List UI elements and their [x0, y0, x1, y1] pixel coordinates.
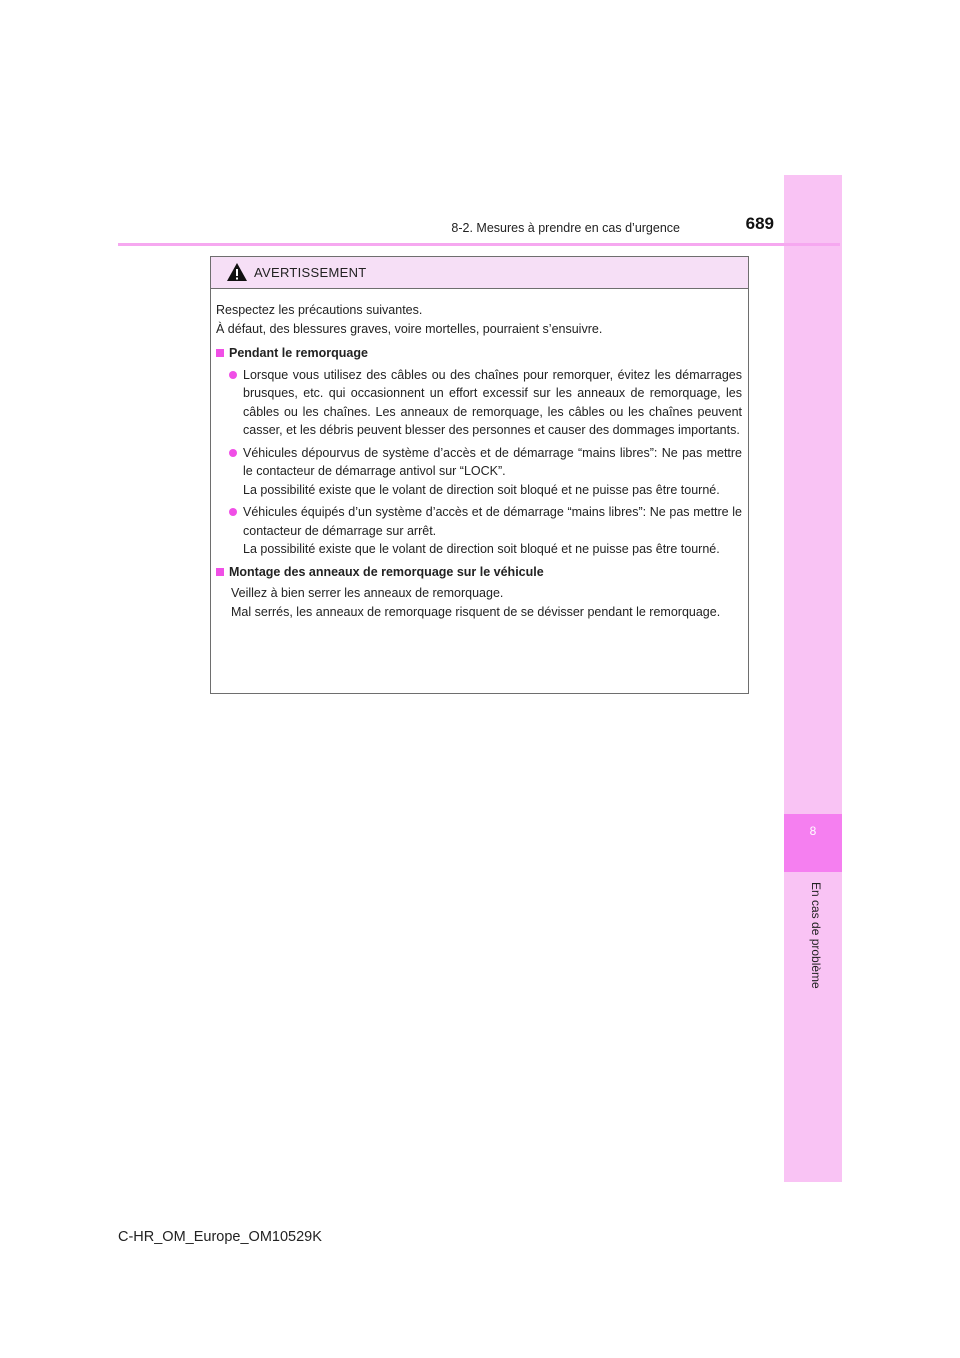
bullet-text: Véhicules dépourvus de système d’accès et de démarrage “mains libres”: Ne pas mettre le contacteur de démarrage antivol sur “LOCK”. — [243, 445, 742, 478]
section-title: 8-2. Mesures à prendre en cas d’urgence — [451, 221, 680, 235]
bullet-text: Véhicules équipés d’un système d’accès et de démarrage “mains libres”: Ne pas mettre le contacteur de démarrage sur arrêt. — [243, 505, 742, 538]
bullet-item — [216, 444, 742, 500]
intro-line-1: Respectez les précautions suivantes. — [216, 303, 423, 317]
section-heading-text: Montage des anneaux de remorquage sur le véhicule — [229, 564, 544, 579]
bullet-item — [216, 503, 742, 559]
warning-header — [211, 257, 748, 289]
round-bullet-icon — [229, 371, 237, 379]
mounting-text — [216, 584, 742, 621]
warning-title: AVERTISSEMENT — [254, 265, 367, 280]
warning-triangle-icon — [226, 262, 248, 282]
warning-box — [210, 256, 749, 694]
warning-body — [211, 289, 748, 621]
chapter-number: 8 — [809, 824, 817, 838]
square-bullet-icon — [216, 568, 224, 576]
round-bullet-icon — [229, 449, 237, 457]
section-heading-text: Pendant le remorquage — [229, 346, 368, 360]
page-number: 689 — [745, 214, 774, 233]
chapter-tab-active — [784, 814, 842, 872]
chapter-title: En cas de problème — [809, 882, 823, 989]
document-code: C-HR_OM_Europe_OM10529K — [118, 1229, 322, 1245]
mounting-line-1: Veillez à bien serrer les anneaux de remorquage. — [231, 586, 504, 600]
bullet-text: Lorsque vous utilisez des câbles ou des chaînes pour remorquer, évitez les démarrages brusques, etc. qui occasionnent un effort excessif sur les anneaux de remorquage, les câbles ou les chaînes. Les anneaux de remorquage, les câbles ou les chaînes peuvent casser, et les débris peuvent blesser des personnes et causer des dommages importants. — [243, 367, 742, 437]
chapter-side-tab — [784, 175, 842, 1182]
bullet-item — [216, 366, 742, 440]
round-bullet-icon — [229, 508, 237, 516]
section-heading-towing — [216, 344, 742, 363]
section-heading-mounting — [216, 563, 742, 582]
square-bullet-icon — [216, 349, 224, 357]
mounting-line-2: Mal serrés, les anneaux de remorquage risquent de se dévisser pendant le remorquage. — [231, 604, 721, 619]
intro-line-2: À défaut, des blessures graves, voire mortelles, pourraient s’ensuivre. — [216, 321, 603, 336]
bullet-text: La possibilité existe que le volant de direction soit bloqué et ne puisse pas être tourné. — [243, 482, 720, 497]
header-rule — [118, 243, 840, 246]
bullet-text: La possibilité existe que le volant de direction soit bloqué et ne puisse pas être tourné. — [243, 542, 720, 556]
